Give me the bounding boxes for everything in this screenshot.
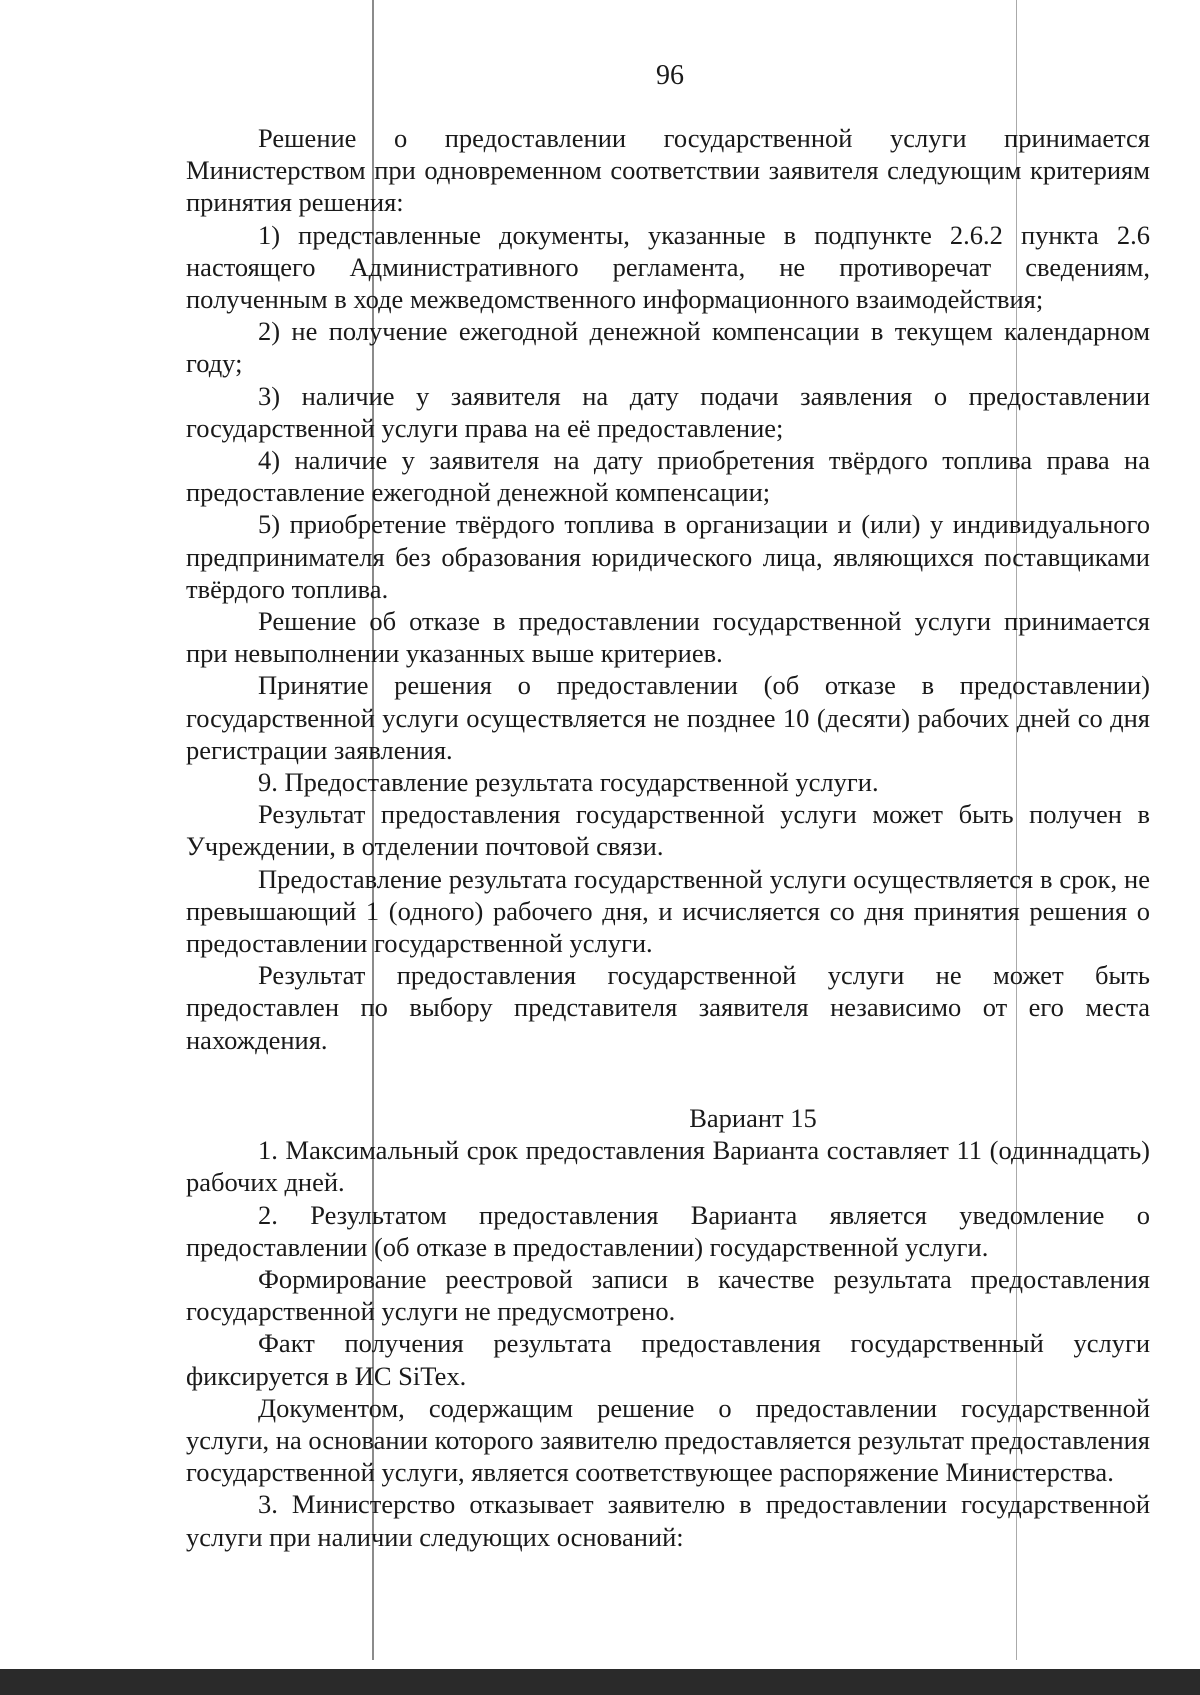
paragraph-criterion-5: 5) приобретение твёрдого топлива в организации и (или) у индивидуального предпринимателя без образования юридического лица, являющихся поставщиками твёрдого топлива. (186, 509, 1150, 604)
variant-paragraph-result: 2. Результатом предоставления Варианта является уведомление о предоставлении (об отказе в предоставлении) государственной услуги. (186, 1199, 1150, 1262)
page-number: 96 (656, 60, 684, 91)
variant-paragraph-document: Документом, содержащим решение о предоставлении государственной услуги, на основании которого заявителю предоставляется результат предоставления государственной услуги, является соответствующее распоряжение Министерства. (186, 1392, 1150, 1488)
paragraph-decision-deadline: Принятие решения о предоставлении (об отказе в предоставлении) государственной услуги осуществляется не позднее 10 (десяти) рабочих дней со дня регистрации заявления. (186, 670, 1150, 765)
paragraph-criterion-2: 2) не получение ежегодной денежной компенсации в текущем календарном году; (186, 316, 1150, 379)
paragraph-section-9: 9. Предоставление результата государственной услуги. (258, 767, 879, 798)
document-body (186, 122, 1150, 1553)
variant-paragraph-max-term: 1. Максимальный срок предоставления Варианта составляет 11 (одиннадцать) рабочих дней. (186, 1135, 1150, 1198)
paragraph-criterion-3: 3) наличие у заявителя на дату подачи заявления о предоставлении государственной услуги права на её предоставление; (186, 380, 1150, 443)
paragraph-result-term: Предоставление результата государственной услуги осуществляется в срок, не превышающий 1 (одного) рабочего дня, и исчисляется со дня принятия решения о предоставлении государственной услуги. (186, 863, 1150, 959)
paragraph-refusal-decision: Решение об отказе в предоставлении государственной услуги принимается при невыполнении указанных выше критериев. (186, 606, 1150, 669)
paragraph-criterion-1: 1) представленные документы, указанные в подпункте 2.6.2 пункта 2.6 настоящего Административного регламента, не противоречат сведениям, полученным в ходе межведомственного информационного взаимодействия; (186, 219, 1150, 315)
paragraph-criterion-4: 4) наличие у заявителя на дату приобретения твёрдого топлива права на предоставление ежегодной денежной компенсации; (186, 445, 1150, 508)
scan-bottom-edge (0, 1669, 1200, 1695)
paragraph-result-location: Результат предоставления государственной услуги не может быть предоставлен по выбору представителя заявителя независимо от его места нахождения. (186, 960, 1150, 1055)
variant-paragraph-refusal-grounds: 3. Министерство отказывает заявителю в предоставлении государственной услуги при наличии следующих оснований: (186, 1489, 1150, 1552)
variant-heading: Вариант 15 (689, 1102, 817, 1133)
variant-paragraph-fixation: Факт получения результата предоставления государственный услуги фиксируется в ИС SiTex. (186, 1328, 1150, 1391)
paragraph-decision-criteria: Решение о предоставлении государственной услуги принимается Министерством при одновременном соответствии заявителя следующим критериям принятия решения: (186, 123, 1150, 218)
variant-paragraph-registry: Формирование реестровой записи в качестве результата предоставления государственной услуги не предусмотрено. (186, 1263, 1150, 1327)
paragraph-result-receipt: Результат предоставления государственной услуги может быть получен в Учреждении, в отделении почтовой связи. (186, 799, 1150, 862)
